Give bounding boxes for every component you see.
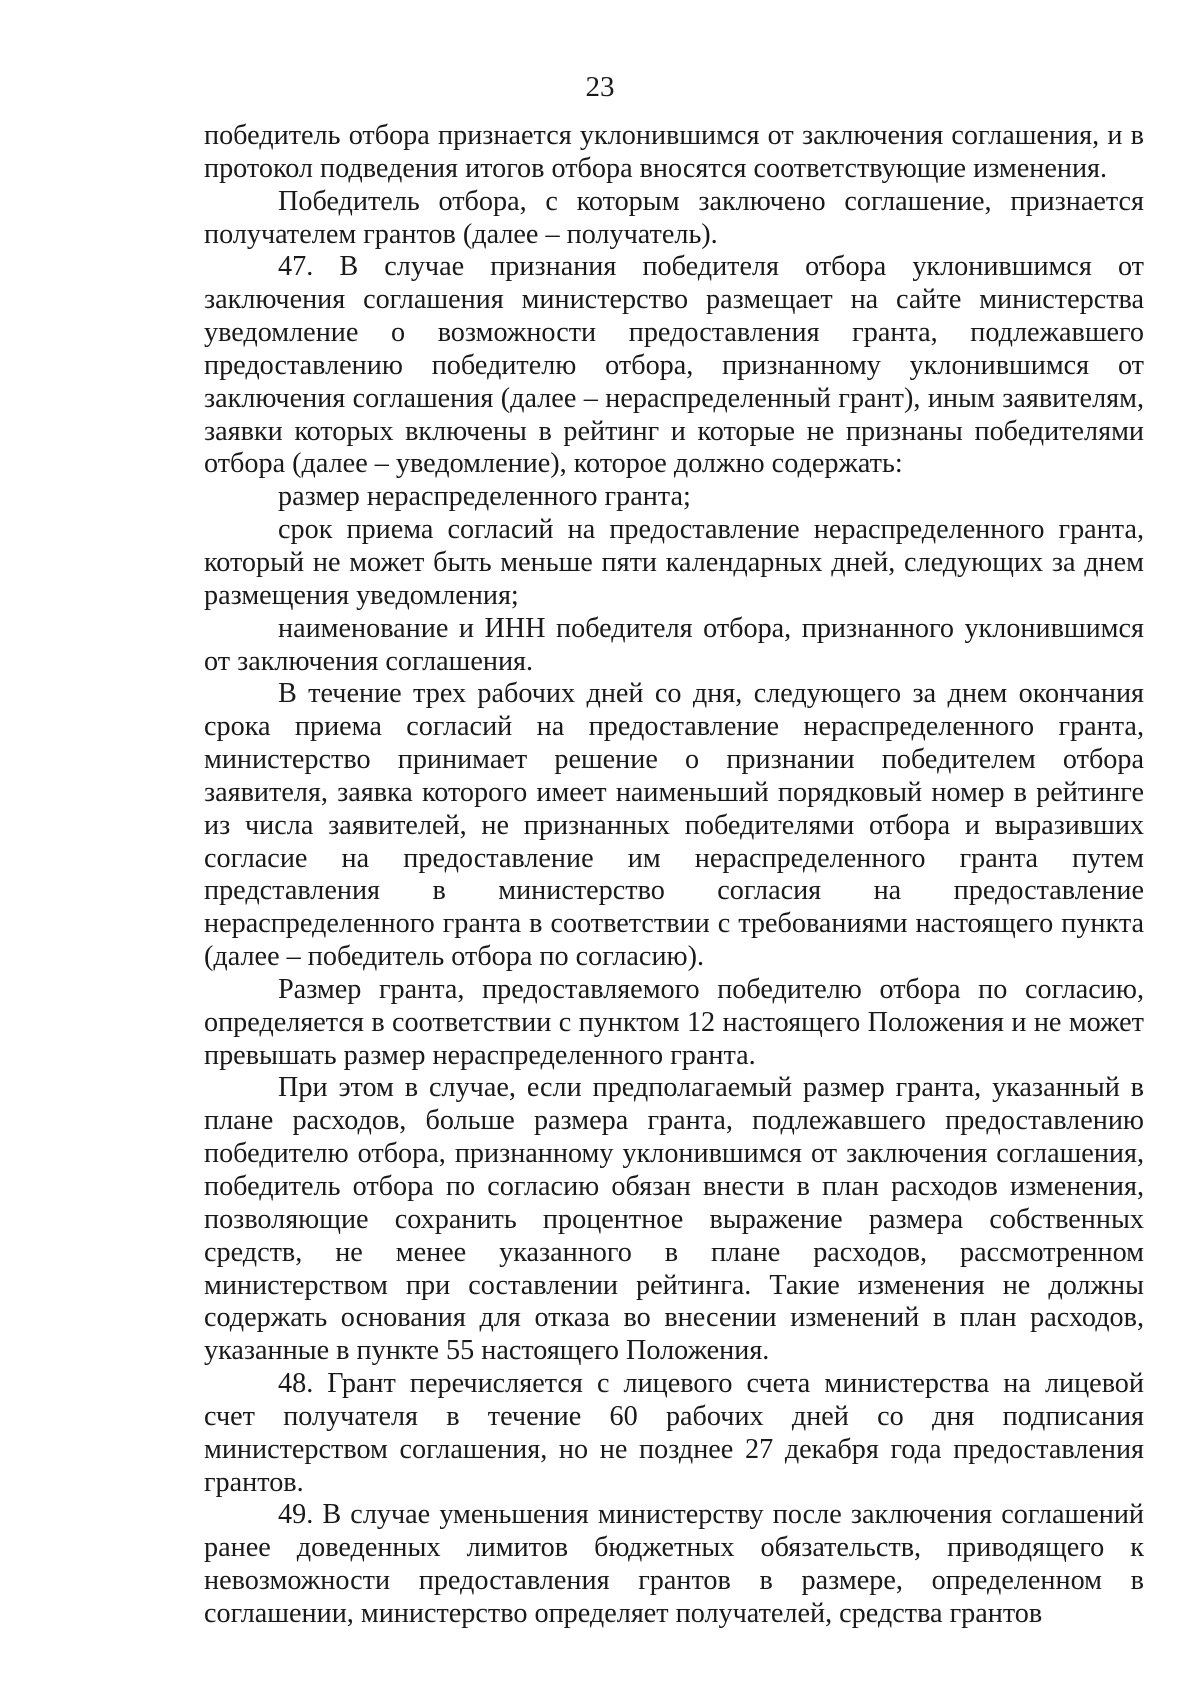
paragraph-expense-plan-changes: При этом в случае, если предполагаемый размер гранта, указанный в плане расходов, больше размера гранта, подлежавшего предоставлению победителю отбора, признанному уклонившимся от заключения соглашения, победитель отбора по согласию обязан внести в план расходов изменения, позволяющие сохранить процентное выражение размера собственных средств, не менее указанного в плане расходов, рассмотренном министерством при составлении рейтинга. Такие изменения не должны содержать основания для отказа во внесении изменений в план расходов, указанные в пункте 55 настоящего Положения. [204, 1072, 1144, 1367]
paragraph-consent-period-item: срок приема согласий на предоставление нераспределенного гранта, который не может быть меньше пяти календарных дней, следующих за днем размещения уведомления; [204, 514, 1144, 611]
page-number: 23 [585, 71, 615, 103]
paragraph-inn-item: наименование и ИНН победителя отбора, признанного уклонившимся от заключения соглашения. [204, 612, 1144, 677]
paragraph-decision-period: В течение трех рабочих дней со дня, следующего за днем окончания срока приема согласий на предоставление нераспределенного гранта, министерство принимает решение о признании победителем отбора заявителя, заявка которого имеет наименьший порядковый номер в рейтинге из числа заявителей, не признанных победителями отбора и выразивших согласие на предоставление им нераспределенного гранта путем представления в министерство согласия на предоставление нераспределенного гранта в соответствии с требованиями настоящего пункта (далее – победитель отбора по согласию). [204, 678, 1144, 973]
paragraph-grant-size-by-consent: Размер гранта, предоставляемого победителю отбора по согласию, определяется в соответствии с пунктом 12 настоящего Положения и не может превышать размер нераспределенного гранта. [204, 973, 1144, 1071]
document-body [204, 120, 1144, 1631]
paragraph-recipient-definition: Победитель отбора, с которым заключено соглашение, признается получателем грантов (далее – получатель). [204, 185, 1144, 250]
paragraph-47: 47. В случае признания победителя отбора уклонившимся от заключения соглашения министерство размещает на сайте министерства уведомление о возможности предоставления гранта, подлежавшего предоставлению победителю отбора, признанному уклонившимся от заключения соглашения (далее – нераспределенный грант), иным заявителям, заявки которых включены в рейтинг и которые не признаны победителями отбора (далее – уведомление), которое должно содержать: [204, 251, 1144, 480]
paragraph-continuation: победитель отбора признается уклонившимся от заключения соглашения, и в протокол подведения итогов отбора вносятся соответствующие изменения. [204, 120, 1144, 184]
paragraph-49: 49. В случае уменьшения министерству после заключения соглашений ранее доведенных лимитов бюджетных обязательств, приводящего к невозможности предоставления грантов в размере, определенном в соглашении, министерство определяет получателей, средства грантов [204, 1499, 1144, 1629]
paragraph-48: 48. Грант перечисляется с лицевого счета министерства на лицевой счет получателя в течение 60 рабочих дней со дня подписания министерством соглашения, но не позднее 27 декабря года предоставления грантов. [204, 1368, 1144, 1498]
paragraph-grant-size-item: размер нераспределенного гранта; [278, 481, 691, 513]
